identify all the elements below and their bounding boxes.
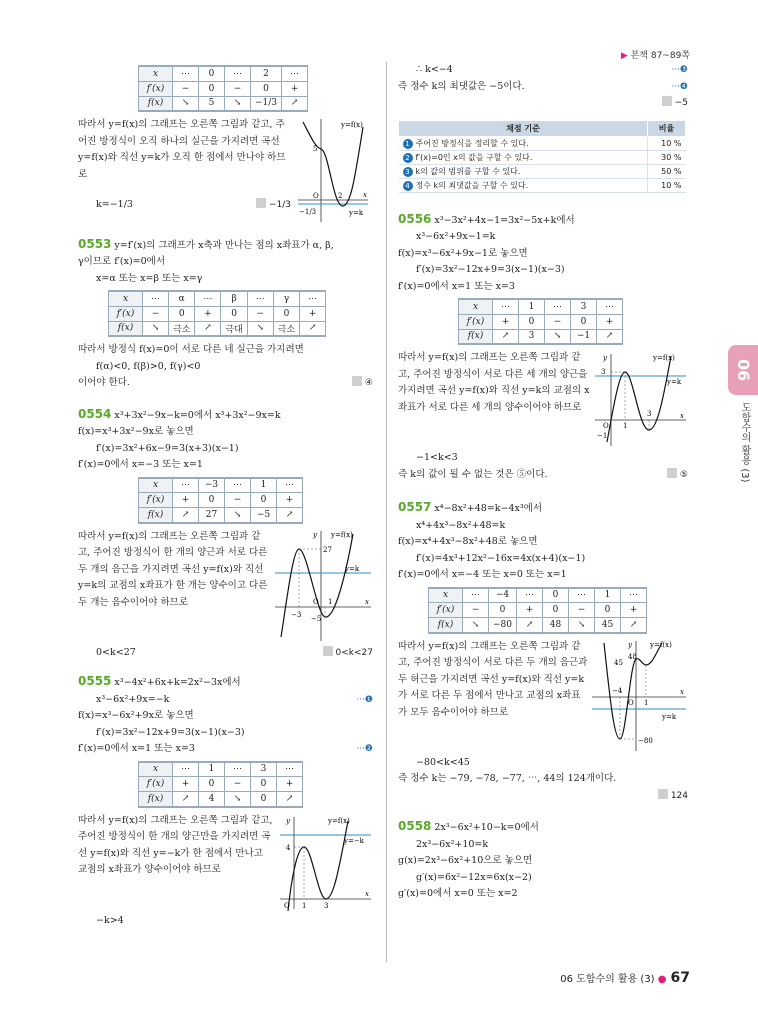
table-cell: ↗: [173, 508, 199, 523]
line: f(x)=x³+3x²−9x로 놓으면: [78, 426, 194, 437]
table-cell: ⋯: [143, 291, 169, 306]
graph-tick-1: 1: [644, 698, 649, 707]
table-cell: +: [277, 777, 303, 792]
solution-text: 따라서 y=f(x)의 그래프는 오른쪽 그림과 같고, 주어진 방정식이 오직 하나의 실근을 가지려면 곡선 y=f(x)와 직선 y=k가 오직 한 점에서 만나야 하므로: [78, 119, 286, 180]
graph-y-label: y: [313, 530, 317, 539]
table-cell: +: [300, 306, 326, 321]
line: f′(x)=0에서 x=−4 또는 x=0 또는 x=1: [398, 569, 567, 580]
table-cell: 1: [519, 299, 545, 314]
table-cell: 0: [251, 792, 277, 807]
graph-tick-3: 3: [601, 368, 606, 376]
table-cell: ⋯: [173, 478, 199, 493]
table-row: [139, 777, 303, 792]
line: 이어야 한다. ④: [78, 377, 373, 388]
graph-tick-48: 48: [628, 652, 637, 661]
table-cell: 2: [251, 66, 282, 81]
graph-k-label: y=−k: [344, 836, 364, 845]
line: g′(x)=0에서 x=0 또는 x=2: [398, 888, 518, 899]
graph-tick-m3: −3: [291, 610, 302, 619]
table-cell: f′(x): [459, 314, 493, 329]
table-cell: 1: [595, 588, 621, 603]
table-cell: −: [463, 603, 489, 618]
grading-criteria-table: [398, 120, 686, 193]
graph-tick-45: 45: [614, 658, 623, 667]
graph-fx-label: y=f(x): [328, 816, 350, 825]
line: x⁴+4x³−8x²+48=k: [416, 519, 506, 531]
table-row: [459, 329, 623, 344]
line: f′(x)=4x³+12x²−16x=4x(x+4)(x−1): [416, 552, 586, 564]
graph-tick-m1: −1: [597, 432, 608, 440]
table-cell: ↘: [247, 321, 273, 336]
table-cell: −1: [571, 329, 597, 344]
solution-graph-block: [398, 350, 688, 450]
solution-graph-block: [78, 529, 373, 645]
table-cell: 0: [169, 306, 195, 321]
graph-x-label: x: [363, 191, 367, 199]
table-cell: f(x): [139, 508, 173, 523]
table-header: [399, 120, 686, 136]
graph-tick-27: 27: [323, 545, 332, 554]
line: 즉 정수 k는 −79, −78, −77, ⋯, 44의 124개이다.: [398, 773, 617, 784]
table-cell: ⋯: [517, 588, 543, 603]
table-cell: ⋯: [300, 291, 326, 306]
chapter-tab: 06: [728, 345, 758, 395]
table-cell: 1: [251, 478, 277, 493]
table-cell: ↘: [173, 96, 199, 111]
cubic-graph: [293, 117, 373, 227]
table-cell: ⋯: [277, 478, 303, 493]
table-cell: ⋯: [195, 291, 221, 306]
graph-y-label: y: [603, 354, 607, 362]
table-cell: −: [225, 777, 251, 792]
variation-table: [138, 761, 303, 808]
line: f(x)=x³−6x²+9x−1로 놓으면: [398, 247, 528, 259]
problem-0556: 0556 x³−3x²+4x−1=3x²−5x+k에서: [398, 211, 575, 226]
problem-0557: 0557 x⁴−8x²+48=k−4x³에서: [398, 500, 543, 514]
table-cell: ↗: [282, 96, 308, 111]
graph-k-label: y=k: [662, 712, 677, 721]
table-row: [139, 493, 303, 508]
table-cell: x: [139, 762, 173, 777]
table-cell: f(x): [139, 96, 173, 111]
solution-text: 따라서 y=f(x)의 그래프는 오른쪽 그림과 같고, 주어진 방정식이 한 개의 양근과 서로 다른 두 개의 음근을 가지려면 곡선 y=f(x)와 직선 y=k의 교점의 x좌표가 한 개는 양수이고 다른 두 개는 음수이어야 하므로: [78, 530, 268, 608]
table-cell: +: [195, 306, 221, 321]
table-cell: 0: [543, 588, 569, 603]
step-number-icon: 4: [403, 181, 413, 191]
table-cell: −5: [251, 508, 277, 523]
table-cell: ⋯: [545, 299, 571, 314]
line: x³−6x²+9x−1=k: [416, 231, 496, 242]
criteria-percent: 30 %: [648, 150, 686, 164]
table-cell: 0: [273, 306, 299, 321]
graph-tick-1: 1: [302, 901, 307, 910]
table-row: [109, 321, 326, 336]
table-cell: 27: [199, 508, 225, 523]
table-row: [139, 762, 303, 777]
table-cell: ↗: [277, 508, 303, 523]
problem-0554: 0554 x³+3x²−9x−k=0에서 x³+3x²−9x=k: [78, 406, 281, 421]
header-cell: 채점 기준: [399, 120, 648, 136]
table-cell: ↗: [277, 792, 303, 807]
table-cell: f′(x): [139, 81, 173, 96]
quartic-graph: [590, 639, 688, 755]
table-cell: +: [597, 314, 623, 329]
criteria-percent: 10 %: [648, 136, 686, 150]
table-row: [429, 588, 647, 603]
solution-graph-block: [78, 117, 373, 225]
table-row: [139, 478, 303, 493]
table-cell: 5: [199, 96, 225, 111]
table-row: [139, 81, 308, 96]
graph-tick-1: 1: [328, 597, 333, 606]
line: ∴ k<−4 ···❸: [416, 64, 688, 75]
table-cell: ⋯: [621, 588, 647, 603]
graph-tick-3: 3: [647, 410, 652, 418]
table-row: [429, 603, 647, 618]
table-row: [459, 299, 623, 314]
table-cell: f′(x): [109, 306, 143, 321]
line: γ이므로 f′(x)=0에서: [78, 256, 166, 267]
table-row: [399, 164, 686, 178]
step-number-icon: 3: [403, 167, 413, 177]
variation-table: [428, 587, 647, 634]
graph-x-label: x: [680, 412, 684, 420]
table-cell: 극대: [221, 321, 247, 336]
left-column: [78, 62, 373, 929]
table-row: [139, 96, 308, 111]
table-cell: 0: [251, 81, 282, 96]
table-cell: 0: [543, 603, 569, 618]
table-cell: ↘: [463, 618, 489, 633]
table-row: [399, 136, 686, 150]
answer-icon: [667, 468, 677, 478]
page-reference: ▶ 본책 87~89쪽: [620, 51, 690, 61]
table-cell: β: [221, 291, 247, 306]
table-cell: −: [225, 81, 251, 96]
line: x=α 또는 x=β 또는 x=γ: [96, 272, 203, 284]
table-cell: ↘: [569, 618, 595, 633]
graph-tick-m4: −4: [612, 686, 623, 695]
graph-fx-label: y=f(x): [650, 640, 672, 649]
line: g′(x)=6x²−12x=6x(x−2): [416, 871, 532, 883]
solution-result: 0<k<27 0<k<27: [96, 646, 373, 658]
graph-x-label: x: [365, 597, 369, 606]
table-cell: +: [517, 603, 543, 618]
line: f′(x)=0에서 x=−3 또는 x=1: [78, 459, 203, 470]
table-cell: −: [545, 314, 571, 329]
table-cell: ↗: [621, 618, 647, 633]
criteria-percent: 10 %: [648, 178, 686, 192]
table-cell: 0: [221, 306, 247, 321]
table-cell: −: [247, 306, 273, 321]
step-number-icon: 2: [403, 153, 413, 163]
table-cell: 0: [199, 81, 225, 96]
table-cell: ↘: [225, 508, 251, 523]
table-cell: 3: [251, 762, 277, 777]
table-cell: ⋯: [493, 299, 519, 314]
solution-text: 따라서 y=f(x)의 그래프는 오른쪽 그림과 같고, 주어진 방정식이 서로 다른 두 개의 음근과 두 허근을 가지려면 곡선 y=f(x)와 직선 y=k가 서로 다른 두 점에서 만나고 교점의 x좌표가 모두 음수이어야 하므로: [398, 640, 588, 718]
table-cell: ⋯: [282, 66, 308, 81]
variation-table: [138, 65, 308, 112]
table-row: [139, 66, 308, 81]
table-cell: ⋯: [173, 762, 199, 777]
graph-tick-5: 5: [313, 145, 318, 153]
variation-table: [458, 298, 623, 345]
right-column: [398, 62, 688, 903]
table-cell: 0: [199, 493, 225, 508]
column-divider: [386, 62, 387, 962]
table-cell: ↘: [143, 321, 169, 336]
table-cell: f(x): [429, 618, 463, 633]
variation-table: [138, 477, 303, 524]
table-cell: −: [569, 603, 595, 618]
criteria-text: 3 k의 값의 범위를 구할 수 있다.: [399, 164, 648, 178]
graph-tick-3: 3: [324, 901, 329, 910]
solution-graph-block: [398, 639, 688, 755]
table-row: [109, 291, 326, 306]
graph-origin: O: [313, 192, 319, 200]
line: x³−6x²+9x=−k ···❶: [96, 693, 373, 705]
header-cell: 비율: [648, 120, 686, 136]
table-cell: ⋯: [225, 66, 251, 81]
table-cell: x: [139, 66, 173, 81]
table-cell: 1: [199, 762, 225, 777]
graph-tick-2: 2: [338, 192, 343, 200]
table-cell: 0: [199, 66, 225, 81]
table-cell: 0: [519, 314, 545, 329]
table-row: [429, 618, 647, 633]
table-cell: +: [173, 777, 199, 792]
criteria-percent: 50 %: [648, 164, 686, 178]
answer-icon: [352, 376, 362, 386]
table-cell: −4: [489, 588, 517, 603]
table-cell: +: [621, 603, 647, 618]
table-cell: 45: [595, 618, 621, 633]
answer-icon: [658, 789, 668, 799]
line: f′(x)=3x²−12x+9=3(x−1)(x−3): [416, 264, 565, 275]
line: −5: [398, 95, 688, 112]
table-cell: 4: [199, 792, 225, 807]
problem-0555: 0555 x³−4x²+6x+k=2x²−3x에서: [78, 674, 241, 688]
table-cell: 0: [595, 603, 621, 618]
graph-origin: O: [284, 901, 290, 910]
table-cell: ⋯: [225, 762, 251, 777]
variation-table: [108, 290, 326, 337]
graph-k-label: y=k: [349, 209, 364, 217]
table-cell: x: [109, 291, 143, 306]
table-cell: 48: [543, 618, 569, 633]
table-cell: +: [173, 493, 199, 508]
cubic-graph: [273, 529, 373, 645]
solution-text: 따라서 y=f(x)의 그래프는 오른쪽 그림과 같고, 주어진 방정식이 한 개의 양근만을 가지려면 곡선 y=f(x)와 직선 y=−k가 한 점에서 만나고 교점의 x좌표가 양수이어야 하므로: [78, 814, 273, 875]
solution-text: 따라서 y=f(x)의 그래프는 오른쪽 그림과 같고, 주어진 방정식이 서로 다른 세 개의 양근을 가지려면 곡선 y=f(x)와 직선 y=k의 교점의 x좌표가 서로 다른 세 개의 양수이어야 하므로: [398, 352, 590, 413]
table-cell: f(x): [459, 329, 493, 344]
table-cell: ↘: [225, 96, 251, 111]
problem-0553: 0553 y=f′(x)의 그래프가 x축과 만나는 점의 x좌표가 α, β,: [78, 236, 334, 251]
graph-fx-label: y=f(x): [341, 121, 363, 129]
criteria-text: 4 정수 k의 최댓값을 구할 수 있다.: [399, 178, 648, 192]
table-row: [399, 150, 686, 164]
problem-0558: 0558 2x³−6x²+10−k=0에서: [398, 819, 539, 833]
graph-origin: O: [628, 698, 634, 707]
criteria-text: 2 f′(x)=0인 x의 값을 구할 수 있다.: [399, 150, 648, 164]
answer-icon: [323, 646, 333, 656]
graph-tick-4: 4: [286, 843, 291, 852]
table-cell: ↗: [517, 618, 543, 633]
table-cell: 3: [519, 329, 545, 344]
table-cell: f′(x): [429, 603, 463, 618]
table-cell: x: [429, 588, 463, 603]
table-cell: ↘: [545, 329, 571, 344]
table-cell: ⋯: [247, 291, 273, 306]
graph-origin: O: [313, 597, 319, 606]
table-row: [109, 306, 326, 321]
table-cell: ↗: [493, 329, 519, 344]
line: g(x)=2x³−6x²+10으로 놓으면: [398, 855, 533, 866]
graph-fx-label: y=f(x): [653, 354, 675, 362]
table-row: [139, 792, 303, 807]
solution-graph-block: [78, 813, 373, 913]
graph-y-label: y: [628, 640, 632, 649]
table-cell: 0: [489, 603, 517, 618]
table-cell: ⋯: [597, 299, 623, 314]
graph-k-label: y=k: [345, 564, 360, 573]
line: f′(x)=0에서 x=1 또는 x=3: [398, 280, 515, 292]
line: 즉 k의 값이 될 수 없는 것은 ⑤이다. ⑤: [398, 468, 688, 480]
table-cell: 0: [251, 777, 277, 792]
table-cell: α: [169, 291, 195, 306]
line: 2x³−6x²+10=k: [416, 838, 489, 850]
graph-tick-1: 1: [623, 422, 628, 430]
solution-result: −k>4: [96, 914, 124, 926]
graph-tick-neg: −1/3: [299, 208, 317, 216]
table-cell: f(x): [139, 792, 173, 807]
graph-origin: O: [603, 422, 609, 430]
table-cell: ↗: [173, 792, 199, 807]
table-cell: +: [277, 493, 303, 508]
table-cell: f(x): [109, 321, 143, 336]
graph-x-label: x: [365, 889, 369, 898]
graph-y-label: y: [286, 816, 290, 825]
criteria-text: 1 주어진 방정식을 정리할 수 있다.: [399, 136, 648, 150]
solution-result: −80<k<45: [416, 756, 470, 768]
page-footer: 06 도함수의 활용 (3) ● 67: [560, 970, 690, 986]
table-cell: ⋯: [277, 762, 303, 777]
table-row: [139, 508, 303, 523]
step-number-icon: 1: [403, 139, 413, 149]
table-cell: ↗: [597, 329, 623, 344]
graph-fx-label: y=f(x): [331, 530, 353, 539]
graph-tick-m5: −5: [311, 614, 322, 623]
table-cell: 극소: [169, 321, 195, 336]
cubic-graph: [278, 813, 373, 913]
table-cell: x: [139, 478, 173, 493]
graph-x-label: x: [680, 687, 684, 696]
table-cell: ⋯: [225, 478, 251, 493]
table-cell: −1/3: [251, 96, 282, 111]
table-cell: ↗: [195, 321, 221, 336]
table-cell: x: [459, 299, 493, 314]
graph-k-label: y=k: [667, 378, 682, 386]
table-cell: 0: [251, 493, 277, 508]
table-cell: −3: [199, 478, 225, 493]
table-cell: −: [143, 306, 169, 321]
table-cell: f′(x): [139, 777, 173, 792]
line: f′(x)=3x²−12x+9=3(x−1)(x−3): [96, 726, 245, 738]
table-cell: −80: [489, 618, 517, 633]
line: 124: [398, 788, 688, 805]
line: f(α)<0, f(β)>0, f(γ)<0: [96, 360, 201, 372]
graph-tick-m80: −80: [638, 736, 653, 745]
table-cell: γ: [273, 291, 299, 306]
table-cell: ⋯: [463, 588, 489, 603]
table-cell: ⋯: [569, 588, 595, 603]
line: f′(x)=3x²+6x−9=3(x+3)(x−1): [96, 442, 239, 454]
table-row: [399, 178, 686, 192]
line: f(x)=x⁴+4x³−8x²+48로 놓으면: [398, 536, 538, 547]
solution-result: k=−1/3 −1/3: [96, 199, 291, 210]
table-cell: ↗: [300, 321, 326, 336]
solution-result: −1<k<3: [416, 452, 458, 463]
chapter-label: 도함수의 활용 (3): [739, 402, 750, 483]
table-cell: −: [225, 493, 251, 508]
table-cell: +: [493, 314, 519, 329]
line: 따라서 방정식 f(x)=0이 서로 다른 네 실근을 가지려면: [78, 344, 304, 355]
table-cell: 극소: [273, 321, 299, 336]
answer-icon: [662, 96, 672, 106]
table-cell: 0: [199, 777, 225, 792]
table-cell: +: [282, 81, 308, 96]
table-cell: ↘: [225, 792, 251, 807]
table-cell: ⋯: [173, 66, 199, 81]
table-cell: −: [173, 81, 199, 96]
table-cell: 3: [571, 299, 597, 314]
line: f(x)=x³−6x²+9x로 놓으면: [78, 710, 194, 721]
table-cell: 0: [571, 314, 597, 329]
line: 즉 정수 k의 최댓값은 −5이다. ···❹: [398, 80, 688, 92]
line: f′(x)=0에서 x=1 또는 x=3 ···❷: [78, 743, 373, 754]
cubic-graph: [593, 350, 688, 450]
table-cell: f′(x): [139, 493, 173, 508]
table-row: [459, 314, 623, 329]
